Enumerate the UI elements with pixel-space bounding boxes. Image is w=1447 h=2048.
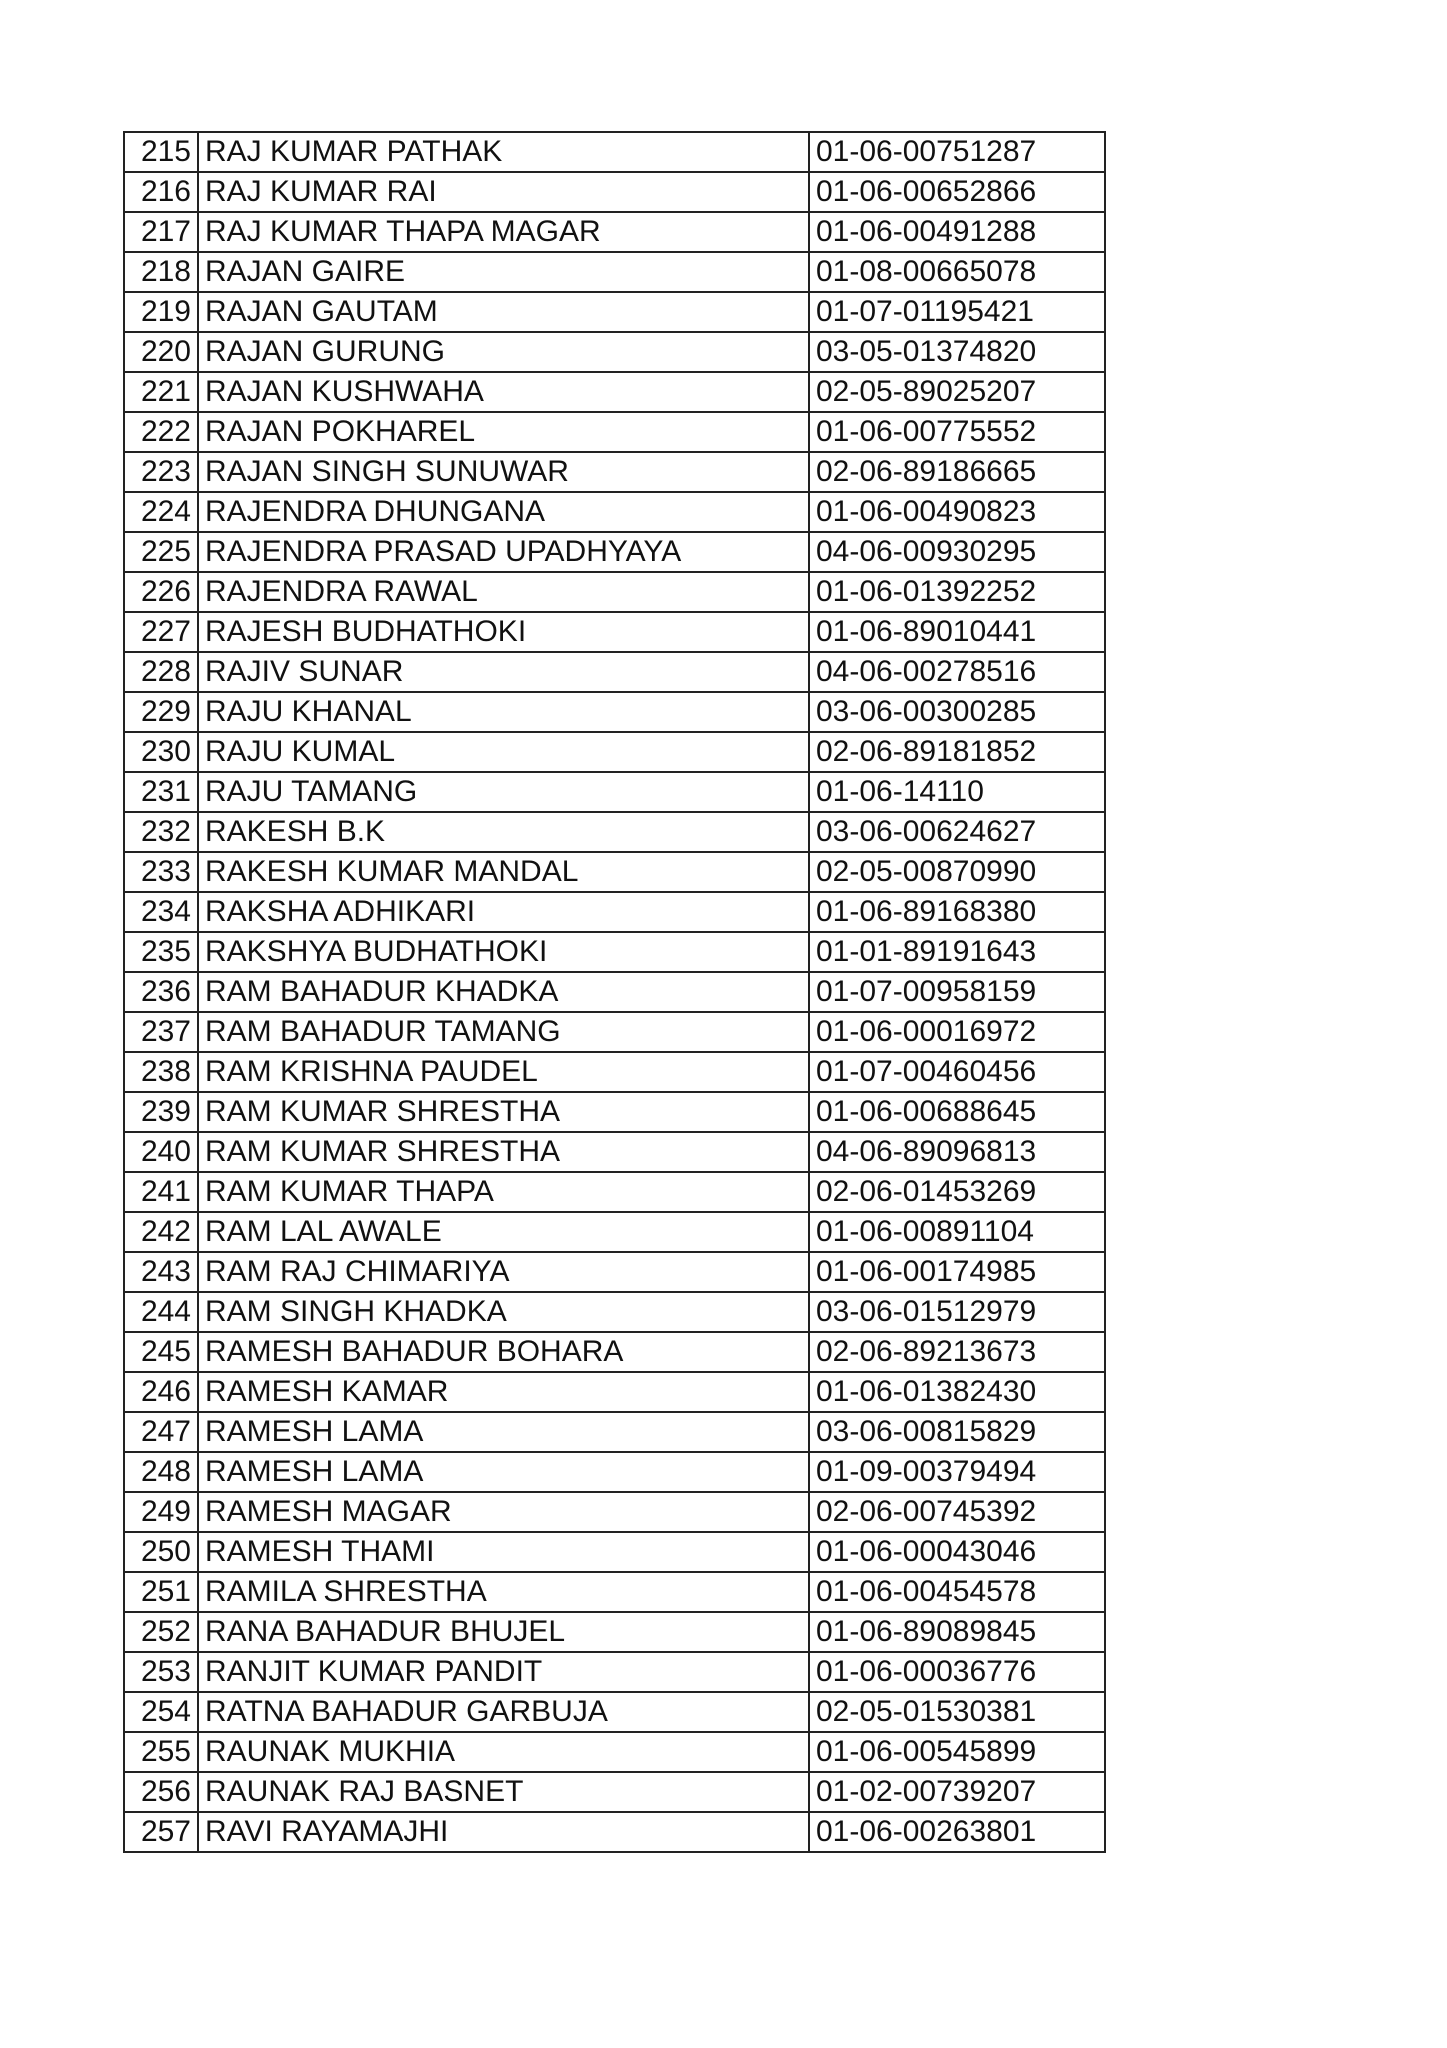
- table-row: [124, 1252, 1105, 1292]
- table-row: [124, 1412, 1105, 1452]
- row-number: 232: [124, 812, 198, 852]
- row-number: 233: [124, 852, 198, 892]
- table-row: [124, 292, 1105, 332]
- person-name: RATNA BAHADUR GARBUJA: [198, 1692, 809, 1732]
- row-number: 226: [124, 572, 198, 612]
- table-row: [124, 692, 1105, 732]
- table-row: [124, 1572, 1105, 1612]
- table-row: [124, 852, 1105, 892]
- id-code: 01-06-00490823: [809, 492, 1105, 532]
- row-number: 239: [124, 1092, 198, 1132]
- row-number: 237: [124, 1012, 198, 1052]
- person-name: RAM BAHADUR KHADKA: [198, 972, 809, 1012]
- table-row: [124, 1492, 1105, 1532]
- id-code: 01-06-89168380: [809, 892, 1105, 932]
- id-code: 03-06-00300285: [809, 692, 1105, 732]
- table-row: [124, 812, 1105, 852]
- row-number: 229: [124, 692, 198, 732]
- person-name: RAMESH LAMA: [198, 1412, 809, 1452]
- person-name: RAMESH THAMI: [198, 1532, 809, 1572]
- table-row: [124, 452, 1105, 492]
- person-name: RAJAN GAUTAM: [198, 292, 809, 332]
- person-name: RAJAN GAIRE: [198, 252, 809, 292]
- person-name: RAJ KUMAR RAI: [198, 172, 809, 212]
- id-code: 01-06-00043046: [809, 1532, 1105, 1572]
- table-row: [124, 1812, 1105, 1852]
- row-number: 241: [124, 1172, 198, 1212]
- id-code: 01-08-00665078: [809, 252, 1105, 292]
- person-name: RAJESH BUDHATHOKI: [198, 612, 809, 652]
- table-row: [124, 412, 1105, 452]
- id-code: 01-06-00454578: [809, 1572, 1105, 1612]
- row-number: 245: [124, 1332, 198, 1372]
- table-row: [124, 932, 1105, 972]
- id-code: 01-06-00688645: [809, 1092, 1105, 1132]
- id-code: 01-07-00958159: [809, 972, 1105, 1012]
- id-code: 02-06-89213673: [809, 1332, 1105, 1372]
- row-number: 255: [124, 1732, 198, 1772]
- id-code: 02-05-00870990: [809, 852, 1105, 892]
- row-number: 249: [124, 1492, 198, 1532]
- table-row: [124, 1732, 1105, 1772]
- person-name: RAMESH LAMA: [198, 1452, 809, 1492]
- id-code: 01-06-01382430: [809, 1372, 1105, 1412]
- table-row: [124, 1532, 1105, 1572]
- row-number: 224: [124, 492, 198, 532]
- row-number: 253: [124, 1652, 198, 1692]
- table-row: [124, 1692, 1105, 1732]
- id-code: 02-05-89025207: [809, 372, 1105, 412]
- row-number: 223: [124, 452, 198, 492]
- table-row: [124, 1372, 1105, 1412]
- id-code: 01-06-89089845: [809, 1612, 1105, 1652]
- id-code: 01-06-00016972: [809, 1012, 1105, 1052]
- person-name: RAM RAJ CHIMARIYA: [198, 1252, 809, 1292]
- person-name: RANJIT KUMAR PANDIT: [198, 1652, 809, 1692]
- table-row: [124, 612, 1105, 652]
- person-name: RAM KUMAR THAPA: [198, 1172, 809, 1212]
- id-code: 03-06-00624627: [809, 812, 1105, 852]
- table-row: [124, 652, 1105, 692]
- id-code: 04-06-00930295: [809, 532, 1105, 572]
- table-row: [124, 1332, 1105, 1372]
- person-name: RAJENDRA RAWAL: [198, 572, 809, 612]
- table-row: [124, 892, 1105, 932]
- person-name: RAKSHYA BUDHATHOKI: [198, 932, 809, 972]
- row-number: 228: [124, 652, 198, 692]
- roster-body: [124, 132, 1105, 1852]
- row-number: 230: [124, 732, 198, 772]
- row-number: 257: [124, 1812, 198, 1852]
- row-number: 217: [124, 212, 198, 252]
- id-code: 02-06-01453269: [809, 1172, 1105, 1212]
- id-code: 04-06-89096813: [809, 1132, 1105, 1172]
- table-row: [124, 572, 1105, 612]
- person-name: RAJAN GURUNG: [198, 332, 809, 372]
- id-code: 01-06-00891104: [809, 1212, 1105, 1252]
- row-number: 218: [124, 252, 198, 292]
- person-name: RAUNAK RAJ BASNET: [198, 1772, 809, 1812]
- person-name: RAKSHA ADHIKARI: [198, 892, 809, 932]
- person-name: RAJENDRA DHUNGANA: [198, 492, 809, 532]
- id-code: 03-06-00815829: [809, 1412, 1105, 1452]
- row-number: 244: [124, 1292, 198, 1332]
- person-name: RAJAN KUSHWAHA: [198, 372, 809, 412]
- row-number: 247: [124, 1412, 198, 1452]
- person-name: RAUNAK MUKHIA: [198, 1732, 809, 1772]
- row-number: 231: [124, 772, 198, 812]
- id-code: 01-07-01195421: [809, 292, 1105, 332]
- id-code: 04-06-00278516: [809, 652, 1105, 692]
- row-number: 227: [124, 612, 198, 652]
- id-code: 02-06-89181852: [809, 732, 1105, 772]
- person-name: RAM SINGH KHADKA: [198, 1292, 809, 1332]
- table-row: [124, 1092, 1105, 1132]
- person-name: RAM KUMAR SHRESTHA: [198, 1132, 809, 1172]
- person-name: RANA BAHADUR BHUJEL: [198, 1612, 809, 1652]
- person-name: RAJ KUMAR THAPA MAGAR: [198, 212, 809, 252]
- row-number: 250: [124, 1532, 198, 1572]
- table-row: [124, 492, 1105, 532]
- id-code: 01-06-14110: [809, 772, 1105, 812]
- id-code: 01-06-00263801: [809, 1812, 1105, 1852]
- table-row: [124, 252, 1105, 292]
- row-number: 216: [124, 172, 198, 212]
- id-code: 02-06-89186665: [809, 452, 1105, 492]
- row-number: 243: [124, 1252, 198, 1292]
- row-number: 225: [124, 532, 198, 572]
- person-name: RAM KRISHNA PAUDEL: [198, 1052, 809, 1092]
- id-code: 01-06-00174985: [809, 1252, 1105, 1292]
- table-row: [124, 1132, 1105, 1172]
- id-code: 01-07-00460456: [809, 1052, 1105, 1092]
- table-row: [124, 212, 1105, 252]
- row-number: 220: [124, 332, 198, 372]
- id-code: 02-06-00745392: [809, 1492, 1105, 1532]
- person-name: RAKESH KUMAR MANDAL: [198, 852, 809, 892]
- id-code: 01-06-00751287: [809, 132, 1105, 172]
- id-code: 01-06-00652866: [809, 172, 1105, 212]
- table-row: [124, 532, 1105, 572]
- id-code: 01-06-01392252: [809, 572, 1105, 612]
- table-row: [124, 132, 1105, 172]
- row-number: 236: [124, 972, 198, 1012]
- id-code: 01-09-00379494: [809, 1452, 1105, 1492]
- person-name: RAJ KUMAR PATHAK: [198, 132, 809, 172]
- table-row: [124, 1612, 1105, 1652]
- row-number: 221: [124, 372, 198, 412]
- row-number: 222: [124, 412, 198, 452]
- table-row: [124, 972, 1105, 1012]
- id-code: 01-01-89191643: [809, 932, 1105, 972]
- person-name: RAJAN SINGH SUNUWAR: [198, 452, 809, 492]
- row-number: 238: [124, 1052, 198, 1092]
- person-name: RAMESH KAMAR: [198, 1372, 809, 1412]
- row-number: 251: [124, 1572, 198, 1612]
- row-number: 234: [124, 892, 198, 932]
- row-number: 248: [124, 1452, 198, 1492]
- person-name: RAJAN POKHAREL: [198, 412, 809, 452]
- person-name: RAM BAHADUR TAMANG: [198, 1012, 809, 1052]
- id-code: 01-06-00036776: [809, 1652, 1105, 1692]
- person-name: RAVI RAYAMAJHI: [198, 1812, 809, 1852]
- person-name: RAJU KHANAL: [198, 692, 809, 732]
- row-number: 219: [124, 292, 198, 332]
- person-name: RAMESH BAHADUR BOHARA: [198, 1332, 809, 1372]
- person-name: RAJU KUMAL: [198, 732, 809, 772]
- id-code: 03-06-01512979: [809, 1292, 1105, 1332]
- id-code: 01-02-00739207: [809, 1772, 1105, 1812]
- table-row: [124, 1052, 1105, 1092]
- table-row: [124, 172, 1105, 212]
- row-number: 240: [124, 1132, 198, 1172]
- row-number: 246: [124, 1372, 198, 1412]
- person-name: RAKESH B.K: [198, 812, 809, 852]
- table-row: [124, 332, 1105, 372]
- row-number: 252: [124, 1612, 198, 1652]
- person-name: RAM LAL AWALE: [198, 1212, 809, 1252]
- person-name: RAJENDRA PRASAD UPADHYAYA: [198, 532, 809, 572]
- row-number: 215: [124, 132, 198, 172]
- table-row: [124, 1652, 1105, 1692]
- table-row: [124, 1212, 1105, 1252]
- person-name: RAM KUMAR SHRESTHA: [198, 1092, 809, 1132]
- person-name: RAJU TAMANG: [198, 772, 809, 812]
- id-code: 01-06-89010441: [809, 612, 1105, 652]
- table-row: [124, 1452, 1105, 1492]
- table-row: [124, 1292, 1105, 1332]
- id-code: 01-06-00545899: [809, 1732, 1105, 1772]
- table-row: [124, 772, 1105, 812]
- person-name: RAMESH MAGAR: [198, 1492, 809, 1532]
- row-number: 242: [124, 1212, 198, 1252]
- table-row: [124, 1012, 1105, 1052]
- table-row: [124, 1772, 1105, 1812]
- row-number: 254: [124, 1692, 198, 1732]
- table-row: [124, 372, 1105, 412]
- table-row: [124, 732, 1105, 772]
- roster-table: [123, 131, 1106, 1853]
- row-number: 256: [124, 1772, 198, 1812]
- person-name: RAJIV SUNAR: [198, 652, 809, 692]
- row-number: 235: [124, 932, 198, 972]
- id-code: 03-05-01374820: [809, 332, 1105, 372]
- id-code: 01-06-00491288: [809, 212, 1105, 252]
- id-code: 02-05-01530381: [809, 1692, 1105, 1732]
- person-name: RAMILA SHRESTHA: [198, 1572, 809, 1612]
- id-code: 01-06-00775552: [809, 412, 1105, 452]
- table-row: [124, 1172, 1105, 1212]
